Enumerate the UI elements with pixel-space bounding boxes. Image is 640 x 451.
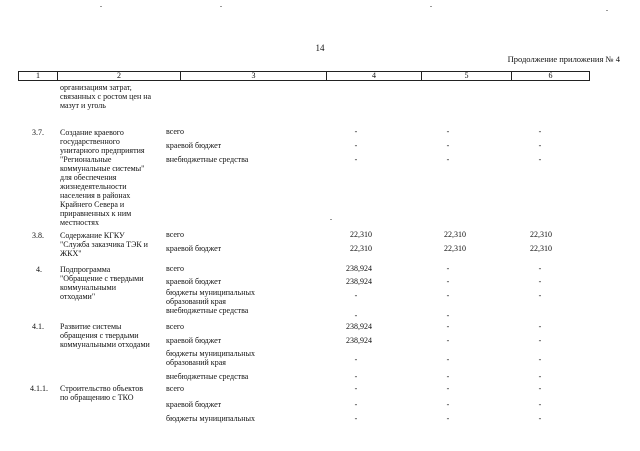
col5-value: - <box>446 372 450 381</box>
header-col-1: 1 <box>19 72 58 80</box>
col4-value: - <box>354 414 358 423</box>
row-name-line: Строительство объектов <box>60 384 144 393</box>
header-col-5: 5 <box>422 72 512 80</box>
row-name-line: коммунальными <box>60 283 116 292</box>
header-col-4: 4 <box>327 72 422 80</box>
row-name-line: Развитие системы <box>60 322 122 331</box>
source-regional-budget: краевой бюджет <box>166 277 222 286</box>
col5-value: - <box>446 355 450 364</box>
row-name-line: "Региональные <box>60 155 112 164</box>
col6-value: 22,310 <box>530 230 552 239</box>
source-municipal: бюджеты муниципальных <box>166 288 255 297</box>
source-regional-budget: краевой бюджет <box>166 400 222 409</box>
source-extrabudgetary: внебюджетные средства <box>166 306 249 315</box>
col6-value: 22,310 <box>530 244 552 253</box>
row-name-line: Подпрограмма <box>60 265 111 274</box>
source-regional-budget: краевой бюджет <box>166 141 222 150</box>
row-name-line: населения в районах <box>60 191 131 200</box>
source-extrabudgetary: внебюджетные средства <box>166 155 249 164</box>
page-number: 14 <box>315 43 325 53</box>
col5-value: - <box>446 322 450 331</box>
source-total: всего <box>166 384 185 393</box>
col5-value: 22,310 <box>444 230 466 239</box>
table-header-row <box>18 71 590 81</box>
col5-value: - <box>446 264 450 273</box>
row-number: 4. <box>36 265 42 274</box>
source-total: всего <box>166 230 185 239</box>
col4-value: - <box>354 372 358 381</box>
col5-value: - <box>446 311 450 320</box>
scan-speck <box>220 6 222 7</box>
source-regional-budget: краевой бюджет <box>166 336 222 345</box>
source-municipal: бюджеты муниципальных <box>166 414 255 423</box>
col6-value: - <box>538 372 542 381</box>
col4-value: 238,924 <box>346 322 372 331</box>
col6-value: - <box>538 291 542 300</box>
source-total: всего <box>166 127 185 136</box>
row-name-line: унитарного предприятия <box>60 146 145 155</box>
col6-value: - <box>538 384 542 393</box>
col5-value: - <box>446 141 450 150</box>
row-name-line: коммунальными отходами <box>60 340 150 349</box>
row-name-line: для обеспечения <box>60 173 117 182</box>
row-name-line: обращения с твердыми <box>60 331 139 340</box>
col5-value: - <box>446 336 450 345</box>
col5-value: - <box>446 414 450 423</box>
row-number: 4.1.1. <box>30 384 48 393</box>
scan-speck <box>100 6 102 7</box>
continuation-line-3: мазут и уголь <box>60 101 106 110</box>
col4-value: 22,310 <box>350 230 372 239</box>
col6-value: - <box>538 155 542 164</box>
col4-value: 238,924 <box>346 277 372 286</box>
header-col-6: 6 <box>548 71 553 80</box>
col5-value: 22,310 <box>444 244 466 253</box>
col4-value: - <box>354 355 358 364</box>
row-name-line: "Служба заказчика ТЭК и <box>60 240 148 249</box>
continuation-line-2: связанных с ростом цен на <box>60 92 152 101</box>
header-col-3: 3 <box>181 72 327 80</box>
col4-value: - <box>354 311 358 320</box>
scan-speck <box>330 219 332 220</box>
scan-speck <box>606 10 608 11</box>
row-name-line: по обращению с ТКО <box>60 393 134 402</box>
col6-value: - <box>538 322 542 331</box>
col4-value: - <box>354 384 358 393</box>
col4-value: 238,924 <box>346 336 372 345</box>
col5-value: - <box>446 277 450 286</box>
row-name-line: Создание краевого <box>60 128 124 137</box>
row-name-line: Крайнего Севера и <box>60 200 125 209</box>
appendix-caption: Продолжение приложения № 4 <box>507 54 620 64</box>
col6-value: - <box>538 277 542 286</box>
col6-value: - <box>538 127 542 136</box>
col4-value: 238,924 <box>346 264 372 273</box>
col5-value: - <box>446 155 450 164</box>
col6-value: - <box>538 414 542 423</box>
continuation-line-1: организациям затрат, <box>60 83 132 92</box>
col6-value: - <box>538 336 542 345</box>
row-name-line: "Обращение с твердыми <box>60 274 144 283</box>
col4-value: - <box>354 400 358 409</box>
source-regional-budget: краевой бюджет <box>166 244 222 253</box>
row-name-line: ЖКХ" <box>60 249 82 258</box>
col5-value: - <box>446 384 450 393</box>
row-name-line: местностях <box>60 218 99 227</box>
row-name-line: Содержание КГКУ <box>60 231 125 240</box>
row-name-line: коммунальные системы" <box>60 164 145 173</box>
row-number: 4.1. <box>32 322 44 331</box>
row-number: 3.7. <box>32 128 44 137</box>
col6-value: - <box>538 400 542 409</box>
col4-value: - <box>354 141 358 150</box>
row-name-line: государственного <box>60 137 120 146</box>
header-col-2: 2 <box>58 72 181 80</box>
row-number: 3.8. <box>32 231 44 240</box>
row-name-line: жизнедеятельности <box>60 182 127 191</box>
col4-value: - <box>354 155 358 164</box>
row-name-line: приравненных к ним <box>60 209 132 218</box>
row-name-line: отходами" <box>60 292 96 301</box>
col5-value: - <box>446 400 450 409</box>
col4-value: - <box>354 291 358 300</box>
source-total: всего <box>166 322 185 331</box>
source-municipal-cont: образований края <box>166 358 226 367</box>
source-extrabudgetary: внебюджетные средства <box>166 372 249 381</box>
source-municipal-cont: образований края <box>166 297 226 306</box>
col5-value: - <box>446 127 450 136</box>
source-municipal: бюджеты муниципальных <box>166 349 255 358</box>
scan-speck <box>430 6 432 7</box>
col6-value: - <box>538 264 542 273</box>
col5-value: - <box>446 291 450 300</box>
col4-value: 22,310 <box>350 244 372 253</box>
col6-value: - <box>538 141 542 150</box>
col6-value: - <box>538 355 542 364</box>
source-total: всего <box>166 264 185 273</box>
col4-value: - <box>354 127 358 136</box>
